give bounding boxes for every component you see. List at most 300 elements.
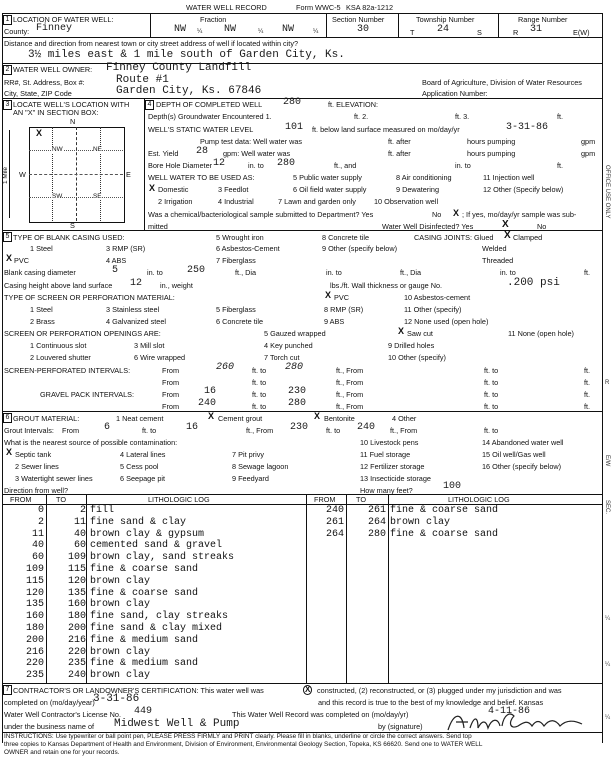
range-value[interactable]: 31 <box>530 24 543 35</box>
log-to-cell[interactable]: 120 <box>67 575 86 587</box>
opening-wire[interactable]: 4 Key punched <box>264 341 313 350</box>
range-ew: E(W) <box>573 28 590 37</box>
bore-ft: ft. <box>557 161 564 170</box>
bore-to-value[interactable]: 280 <box>277 158 296 169</box>
opening-continuous[interactable]: 1 Continuous slot <box>30 341 87 350</box>
log-from-cell[interactable]: 261 <box>325 516 344 528</box>
location-label: LOCATION OF WATER WELL: <box>13 15 114 24</box>
contam-cess[interactable]: 5 Cess pool <box>120 462 159 471</box>
opening-saw-cut[interactable]: Saw cut <box>407 329 433 338</box>
table-row <box>304 506 611 517</box>
screen-pvc[interactable]: PVC <box>334 293 350 302</box>
opening-mill[interactable]: 3 Mill slot <box>134 341 165 350</box>
table-row <box>4 600 474 611</box>
grout-neat[interactable]: 1 Neat cement <box>116 414 164 423</box>
gauge-value[interactable]: .200 psi <box>507 277 560 289</box>
use-air-conditioning[interactable]: Air conditioning <box>401 173 452 182</box>
mitted-label: mitted <box>148 222 168 231</box>
instructions-2: three copies to Kansas Department of Health and Environment, Division of Environment, Environmental Geology Section, Topeka, KS 66620. Send one to WATER WELL <box>4 741 483 748</box>
divider <box>100 127 101 221</box>
cert-mark: X <box>305 685 311 694</box>
static-label: WELL'S STATIC WATER LEVEL <box>148 125 254 134</box>
elevation-label: ft. ELEVATION: <box>328 100 379 109</box>
use-oil-field[interactable]: Oil field water supply <box>299 185 367 194</box>
casing-welded[interactable]: Welded <box>482 244 507 253</box>
log-description-cell[interactable]: brown clay <box>90 646 151 658</box>
section-6-number: 6 <box>3 413 12 423</box>
board-text: Board of Agriculture, Division of Water Resources <box>422 78 582 87</box>
margin-ew: E/W <box>604 455 610 467</box>
opening-torch[interactable]: 7 Torch cut <box>264 353 300 362</box>
bore-label: Bore Hole Diameter <box>148 161 213 170</box>
table-row <box>4 612 474 623</box>
use-irrigation[interactable]: Irrigation <box>164 197 193 206</box>
casing-concrete[interactable]: 8 Concrete tile <box>322 233 370 242</box>
contam-sewer[interactable]: 2 Sewer lines <box>15 462 59 471</box>
divider <box>326 13 327 37</box>
use-num-4: 4 <box>218 197 223 206</box>
use-feedlot[interactable]: Feedlot <box>224 185 249 194</box>
use-public-water[interactable]: Public water supply <box>299 173 362 182</box>
contam-fertilizer[interactable]: 12 Fertilizer storage <box>360 462 425 471</box>
casing-asbestos[interactable]: 6 Asbestos-Cement <box>216 244 280 253</box>
true-text: and this record is true to the best of my knowledge and belief. Kansas <box>318 698 544 707</box>
frame-left <box>2 13 3 743</box>
gravel-to-2[interactable]: 280 <box>288 398 307 409</box>
township-label: Township Number <box>416 15 475 24</box>
contam-watertight[interactable]: 3 Watertight sewer lines <box>15 474 93 483</box>
static-date[interactable]: 3-31-86 <box>506 122 549 133</box>
township-value[interactable]: 24 <box>437 24 450 35</box>
disinfected-no: No <box>537 222 547 231</box>
table-row <box>4 671 474 682</box>
groundwater-end: ft. 3. <box>455 112 470 121</box>
log-from-cell[interactable]: 40 <box>31 540 44 552</box>
contam-lateral[interactable]: 4 Lateral lines <box>120 450 166 459</box>
perf-from-value[interactable]: 260 <box>216 362 235 373</box>
log-from-cell[interactable]: 240 <box>325 505 344 516</box>
township-s: S <box>477 28 482 37</box>
gravel-ft-2: ft. <box>584 402 591 411</box>
log-lith-header-r: LITHOLOGIC LOG <box>448 495 510 504</box>
south-label: S <box>70 221 75 230</box>
log-description-cell[interactable]: fine & coarse sand <box>390 528 499 540</box>
contam-abandoned[interactable]: 14 Abandoned water well <box>482 438 564 447</box>
perf-from-label-2: From <box>162 378 180 387</box>
disinfected-yes-mark: X <box>502 219 509 230</box>
divider <box>398 13 399 37</box>
screen-none[interactable]: 12 None used (open hole) <box>404 317 489 326</box>
log-description-cell[interactable]: fine & coarse sand <box>90 587 199 599</box>
log-to-cell[interactable]: 216 <box>67 634 86 646</box>
opening-louvered[interactable]: 2 Louvered shutter <box>30 353 91 362</box>
bore-ft-and: ft., and <box>334 161 357 170</box>
groundwater-label: Depth(s) Groundwater Encountered 1. <box>148 112 272 121</box>
log-to-cell[interactable]: 60 <box>73 540 86 552</box>
quarter-2[interactable]: NW <box>224 24 237 35</box>
screen-asbestos[interactable]: 10 Asbestos-cement <box>404 293 471 302</box>
grout-to-2[interactable]: 240 <box>357 422 376 433</box>
mile-label: 1 Mile <box>2 166 9 184</box>
perf-ft-2: ft. <box>584 378 591 387</box>
log-from-cell[interactable]: 264 <box>325 528 344 540</box>
casing-pvc[interactable]: PVC <box>14 256 30 265</box>
log-from-cell[interactable]: 60 <box>31 552 44 564</box>
gravel-from-2[interactable]: 240 <box>198 398 217 409</box>
hours-pumping-2: hours pumping <box>467 149 516 158</box>
contam-pit-privy[interactable]: 7 Pit privy <box>232 450 265 459</box>
ft-after-2: ft. after <box>388 149 411 158</box>
log-description-cell[interactable]: brown clay <box>90 575 151 587</box>
blank-dia-value[interactable]: 5 <box>112 265 119 276</box>
section-number-value[interactable]: 30 <box>357 24 370 35</box>
opening-other[interactable]: 10 Other (specify) <box>388 353 446 362</box>
section-4-number: 4 <box>145 100 154 110</box>
use-domestic[interactable]: Domestic <box>158 185 189 194</box>
screen-steel[interactable]: 1 Steel <box>30 305 53 314</box>
log-to-cell[interactable]: 180 <box>67 611 86 623</box>
log-to-cell[interactable]: 235 <box>67 658 86 670</box>
log-to-cell[interactable]: 2 <box>79 505 86 516</box>
perf-ft-to-2: ft. to <box>484 366 499 375</box>
height-label: Casing height above land surface <box>4 281 113 290</box>
log-description-cell[interactable]: cemented sand & gravel <box>90 540 223 552</box>
gpm-1: gpm <box>581 137 596 146</box>
completed-label: completed on (mo/day/year) <box>4 698 95 707</box>
table-row <box>304 518 611 529</box>
record-date[interactable]: 4-11-86 <box>488 706 531 717</box>
divider <box>2 683 602 684</box>
table-row <box>4 636 474 647</box>
log-to-cell[interactable]: 200 <box>67 623 86 634</box>
log-to-cell[interactable]: 261 <box>367 505 386 516</box>
grout-label: GROUT MATERIAL: <box>13 414 80 423</box>
blank-to-value[interactable]: 250 <box>187 265 206 276</box>
divider <box>2 37 602 38</box>
opening-gauzed[interactable]: 5 Gauzed wrapped <box>264 329 326 338</box>
log-to-cell[interactable]: 11 <box>73 516 86 528</box>
gravel-ft-to-2: ft. to <box>484 390 499 399</box>
license-label: Water Well Contractor's License No. <box>4 710 121 719</box>
opening-drilled[interactable]: 9 Drilled holes <box>388 341 435 350</box>
contam-septic-x: X <box>6 447 13 457</box>
owner-value[interactable]: Finney County Landfill <box>106 62 252 74</box>
use-injection-well[interactable]: Injection well <box>492 173 535 182</box>
grout-from-2[interactable]: 230 <box>290 422 309 433</box>
divider <box>2 98 602 99</box>
rr-label: RR#, St. Address, Box #: <box>4 78 85 87</box>
gravel-from-label-2: From <box>162 402 180 411</box>
grout-ft-to: ft. to <box>142 426 157 435</box>
casing-clamped[interactable]: Clamped <box>513 233 543 242</box>
opening-saw-x: X <box>398 326 405 336</box>
log-from-cell[interactable]: 2 <box>37 516 44 528</box>
completed-value[interactable]: 3-31-86 <box>93 693 140 705</box>
log-to-header-r: TO <box>356 495 367 504</box>
divider <box>29 197 123 198</box>
license-value[interactable]: 449 <box>134 706 153 717</box>
margin-r: R <box>605 380 610 386</box>
record-completed-text: This Water Well Record was completed on (mo/day/yr) <box>232 710 409 719</box>
west-label: W <box>19 170 26 179</box>
divider <box>150 13 151 37</box>
use-num-6: 6 <box>293 185 298 194</box>
section-2-number: 2 <box>3 65 12 75</box>
grout-cement[interactable]: Cement grout <box>218 414 263 423</box>
log-from-header-r: FROM <box>314 495 336 504</box>
gravel-from-1[interactable]: 16 <box>204 386 217 397</box>
screen-pvc-x: X <box>325 290 332 300</box>
est-yield-value[interactable]: 28 <box>196 146 209 157</box>
sw-label: SW <box>52 193 63 200</box>
log-from-cell[interactable]: 109 <box>25 564 44 575</box>
divider <box>498 13 499 37</box>
use-industrial[interactable]: Industrial <box>224 197 254 206</box>
log-to-cell[interactable]: 240 <box>67 670 86 682</box>
blank-in-to-3: in. to <box>500 268 516 277</box>
log-description-cell[interactable]: brown clay <box>90 670 151 682</box>
log-description-cell[interactable]: fine & medium sand <box>90 634 199 646</box>
log-from-cell[interactable]: 235 <box>25 670 44 682</box>
depth-value[interactable]: 280 <box>283 97 302 108</box>
groundwater-ft: ft. <box>557 112 564 121</box>
log-description-cell[interactable]: fine sand & clay <box>90 516 187 528</box>
gpm-2: gpm <box>581 149 596 158</box>
instructions-3: OWNER and retain one for your records. <box>4 749 120 756</box>
gravel-ft-to: ft. to <box>252 390 267 399</box>
log-to-cell[interactable]: 160 <box>67 599 86 611</box>
est-yield-label: Est. Yield <box>148 149 179 158</box>
log-to-cell[interactable]: 220 <box>67 646 86 658</box>
contam-insecticide[interactable]: 13 Insecticide storage <box>360 474 431 483</box>
rr-value[interactable]: Route #1 <box>116 74 169 86</box>
use-other[interactable]: Other (Specify below) <box>493 185 564 194</box>
screen-fiberglass[interactable]: 5 Fiberglass <box>216 305 256 314</box>
screen-other[interactable]: 11 Other (specify) <box>404 305 462 314</box>
opening-none[interactable]: 11 None (open hole) <box>508 329 574 338</box>
divider <box>2 230 602 231</box>
static-value[interactable]: 101 <box>285 122 304 133</box>
locate-label-2: AN "X" IN SECTION BOX: <box>13 108 99 117</box>
margin-sec: SEC. <box>604 500 610 515</box>
contam-livestock[interactable]: 10 Livestock pens <box>360 438 419 447</box>
perf-ft: ft. <box>584 366 591 375</box>
contam-lagoon[interactable]: 8 Sewage lagoon <box>232 462 289 471</box>
log-description-cell[interactable]: fill <box>90 505 115 516</box>
grout-from-1[interactable]: 6 <box>104 422 111 433</box>
gravel-ft-from-2: ft., From <box>336 402 364 411</box>
grout-bentonite[interactable]: Bentonite <box>324 414 355 423</box>
use-num-9: 9 <box>396 185 401 194</box>
section-3-number: 3 <box>3 100 12 110</box>
contam-fuel[interactable]: 11 Fuel storage <box>360 450 411 459</box>
screen-abs[interactable]: 9 ABS <box>324 317 345 326</box>
use-domestic-x: X <box>149 183 156 193</box>
contam-feedyard[interactable]: 9 Feedyard <box>232 474 269 483</box>
screen-concrete[interactable]: 6 Concrete tile <box>216 317 264 326</box>
contam-septic[interactable]: Septic tank <box>15 450 52 459</box>
divider <box>2 411 602 412</box>
log-to-cell[interactable]: 40 <box>73 528 86 540</box>
casing-pvc-x: X <box>6 253 13 263</box>
log-to-cell[interactable]: 115 <box>67 564 86 575</box>
log-to-cell[interactable]: 109 <box>67 552 86 564</box>
casing-steel[interactable]: 1 Steel <box>30 244 53 253</box>
log-from-cell[interactable]: 180 <box>25 623 44 634</box>
perf-ft-from: ft., From <box>336 366 364 375</box>
how-many-label: How many feet? <box>360 486 413 495</box>
city-label: City, State, ZIP Code <box>4 89 72 98</box>
contam-label: What is the nearest source of possible contamination: <box>4 438 178 447</box>
log-from-cell[interactable]: 11 <box>31 528 44 540</box>
bore-value[interactable]: 12 <box>213 158 226 169</box>
quarter-3[interactable]: NW <box>282 24 295 35</box>
divider <box>29 150 123 151</box>
casing-other[interactable]: 9 Other (specify below) <box>322 244 398 253</box>
frame-top <box>2 13 602 14</box>
cert-label: CONTRACTOR'S OR LANDOWNER'S CERTIFICATION: This water well was <box>13 686 264 695</box>
signature-label: by (signature) <box>378 722 423 731</box>
gravel-to-1[interactable]: 230 <box>288 386 307 397</box>
section-box[interactable] <box>29 127 125 223</box>
township-t: T <box>410 28 415 37</box>
log-from-cell[interactable]: 115 <box>25 575 44 587</box>
opening-key[interactable]: 6 Wire wrapped <box>134 353 186 362</box>
use-observation[interactable]: Observation well <box>384 197 439 206</box>
perf-to-value[interactable]: 280 <box>285 362 304 373</box>
screen-label: TYPE OF SCREEN OR PERFORATION MATERIAL: <box>4 293 175 302</box>
quarter-1[interactable]: NW <box>174 24 187 35</box>
business-label: under the business name of <box>4 722 95 731</box>
casing-abs[interactable]: 4 ABS <box>106 256 127 265</box>
log-description-cell[interactable]: fine sand & clay mixed <box>90 623 223 634</box>
log-to-cell[interactable]: 135 <box>67 587 86 599</box>
height-mid: in., weight <box>160 281 193 290</box>
grout-ft-to-3: ft. to <box>484 426 499 435</box>
table-row <box>4 565 474 576</box>
range-label: Range Number <box>518 15 568 24</box>
casing-rmp[interactable]: 3 RMP (SR) <box>106 244 146 253</box>
use-num-5: 5 <box>293 173 298 182</box>
log-from-cell[interactable]: 0 <box>37 505 44 516</box>
casing-fiberglass[interactable]: 7 Fiberglass <box>216 256 256 265</box>
cert-text: constructed, (2) reconstructed, or (3) plugged under my jurisdiction and was <box>317 686 562 695</box>
grout-intervals-label: Grout Intervals: <box>4 426 54 435</box>
casing-joints: CASING JOINTS: Glued <box>414 233 494 242</box>
gpm-well: gpm: Well water was <box>223 149 291 158</box>
contam-seepage[interactable]: 6 Seepage pit <box>120 474 166 483</box>
contam-other[interactable]: 16 Other (specify below) <box>482 462 562 471</box>
office-use-label: OFFICE USE ONLY <box>604 165 610 219</box>
height-value[interactable]: 12 <box>130 278 143 289</box>
log-description-cell[interactable]: brown clay <box>390 516 451 528</box>
log-from-cell[interactable]: 135 <box>25 599 44 611</box>
grout-other[interactable]: 4 Other <box>392 414 417 423</box>
divider <box>2 494 602 495</box>
log-description-cell[interactable]: fine & coarse sand <box>390 505 499 516</box>
log-from-cell[interactable]: 160 <box>25 611 44 623</box>
gravel-ft-to-4: ft. to <box>484 402 499 411</box>
business-value[interactable]: Midwest Well & Pump <box>114 718 240 730</box>
divider <box>2 63 602 64</box>
fraction-label: Fraction <box>200 15 227 24</box>
log-description-cell[interactable]: fine sand, clay streaks <box>90 611 229 623</box>
use-label: WELL WATER TO BE USED AS: <box>148 173 255 182</box>
log-to-header: TO <box>56 495 67 504</box>
openings-label: SCREEN OR PERFORATION OPENINGS ARE: <box>4 329 161 338</box>
perf-ft-to: ft. to <box>252 366 267 375</box>
locate-label-1: LOCATE WELL'S LOCATION WITH <box>13 100 130 109</box>
log-description-cell[interactable]: brown clay, sand streaks <box>90 552 235 564</box>
section-number-label: Section Number <box>332 15 385 24</box>
screen-stainless[interactable]: 3 Stainless steel <box>106 305 160 314</box>
log-description-cell[interactable]: brown clay <box>90 599 151 611</box>
log-from-cell[interactable]: 216 <box>25 646 44 658</box>
blank-dia-label: Blank casing diameter <box>4 268 76 277</box>
log-from-cell[interactable]: 220 <box>25 658 44 670</box>
depth-label: DEPTH OF COMPLETED WELL <box>156 100 263 109</box>
chem-no: No <box>432 210 442 219</box>
gravel-ft-from: ft., From <box>336 390 364 399</box>
distance-label: Distance and direction from nearest town or city street address of well if located within city? <box>4 39 299 48</box>
screen-brass[interactable]: 2 Brass <box>30 317 55 326</box>
log-to-cell[interactable]: 264 <box>367 516 386 528</box>
static-mid: ft. below land surface measured on mo/day/yr <box>312 125 460 134</box>
log-from-header: FROM <box>10 495 32 504</box>
log-from-cell[interactable]: 200 <box>25 634 44 646</box>
log-description-cell[interactable]: fine & medium sand <box>90 658 199 670</box>
ft-after: ft. after <box>388 137 411 146</box>
grout-ft-from-2: ft., From <box>390 426 418 435</box>
groundwater-mid: ft. 2. <box>354 112 369 121</box>
distance-value[interactable]: 3½ miles east & 1 mile south of Garden City, Ks. <box>28 49 345 61</box>
city-value[interactable]: Garden City, Ks. 67846 <box>116 85 262 97</box>
log-to-cell[interactable]: 280 <box>367 528 386 540</box>
use-num-3: 3 <box>218 185 223 194</box>
how-many-value[interactable]: 100 <box>443 481 462 492</box>
grout-ft-from: ft., From <box>246 426 274 435</box>
log-description-cell[interactable]: fine & coarse sand <box>90 564 199 575</box>
perf-ft-to-4: ft. to <box>484 378 499 387</box>
grout-cement-x: X <box>208 411 215 421</box>
chem-no-mark: X <box>453 208 460 218</box>
blank-in-to-2: in. to <box>326 268 342 277</box>
casing-wrought[interactable]: 5 Wrought iron <box>216 233 264 242</box>
grout-ft-to-2: ft. to <box>326 426 341 435</box>
use-lawn-garden[interactable]: Lawn and garden only <box>284 197 356 206</box>
blank-ft: ft. <box>584 268 591 277</box>
gravel-ft: ft. <box>584 390 591 399</box>
contam-oil-gas[interactable]: 15 Oil well/Gas well <box>482 450 546 459</box>
screen-rmp[interactable]: 8 RMP (SR) <box>324 305 364 314</box>
quarter-mark: ¼ <box>313 28 319 35</box>
margin-quarter-2: ¼ <box>605 662 611 668</box>
use-dewatering[interactable]: Dewatering <box>402 185 440 194</box>
location-x-mark: X <box>36 128 43 138</box>
log-description-cell[interactable]: brown clay & gypsum <box>90 528 205 540</box>
log-lith-header: LITHOLOGIC LOG <box>148 495 210 504</box>
screen-galvanized[interactable]: 4 Galvanized steel <box>106 317 167 326</box>
use-num-8: 8 <box>396 173 401 182</box>
grout-bentonite-x: X <box>314 411 321 421</box>
log-from-cell[interactable]: 120 <box>25 587 44 599</box>
form-title: WATER WELL RECORD <box>186 3 267 12</box>
casing-threaded[interactable]: Threaded <box>482 256 514 265</box>
lbs-label: lbs./ft. Wall thickness or gauge No. <box>330 281 443 290</box>
grout-to-1[interactable]: 16 <box>186 422 199 433</box>
margin-quarter-3: ¼ <box>605 715 611 721</box>
county-value[interactable]: Finney <box>36 23 73 34</box>
